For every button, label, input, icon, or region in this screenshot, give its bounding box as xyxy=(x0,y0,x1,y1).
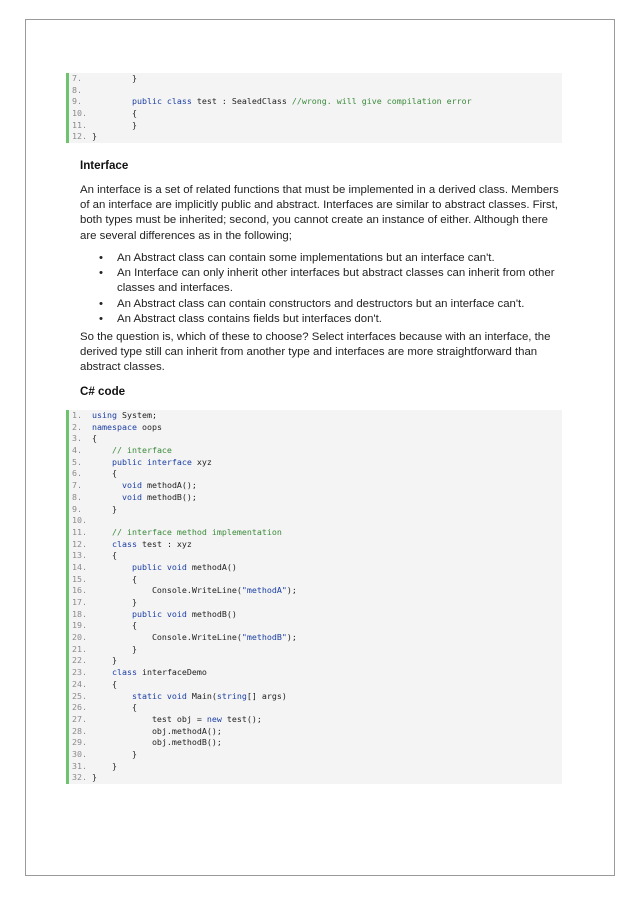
code-line xyxy=(69,726,562,738)
line-number: 17. xyxy=(72,597,87,607)
code-line xyxy=(69,550,562,562)
code-text xyxy=(92,620,137,632)
code-token: { xyxy=(92,550,117,561)
code-token: { xyxy=(92,468,117,479)
code-token: } xyxy=(92,760,117,771)
code-token: { xyxy=(92,702,137,713)
code-line xyxy=(69,714,562,726)
code-text xyxy=(92,445,172,457)
code-token: obj.methodA(); xyxy=(92,725,222,736)
code-comment: // interface method implementation xyxy=(111,526,282,537)
line-number: 12. xyxy=(72,538,87,549)
code-line xyxy=(69,120,562,132)
code-text xyxy=(92,410,157,422)
code-text xyxy=(92,667,207,679)
line-number: 32. xyxy=(72,772,87,783)
code-token: } xyxy=(92,655,117,666)
code-line xyxy=(69,539,562,551)
code-token: methodB() xyxy=(186,608,237,619)
code-line xyxy=(69,492,562,504)
code-text xyxy=(92,504,117,516)
line-number: 18. xyxy=(72,608,87,619)
code-token: methodA() xyxy=(186,561,237,572)
csharp-code-heading: C# code xyxy=(80,385,126,398)
code-keyword: void xyxy=(121,480,142,491)
line-number: 11. xyxy=(72,526,87,537)
code-token: test : SealedClass xyxy=(191,96,292,107)
code-keyword: class xyxy=(111,667,137,678)
line-number: 16. xyxy=(72,585,87,596)
code-line xyxy=(69,574,562,586)
list-item xyxy=(80,266,560,296)
code-line xyxy=(69,667,562,679)
code-token xyxy=(92,492,122,502)
code-token: interfaceDemo xyxy=(136,667,207,678)
line-number: 24. xyxy=(72,678,87,689)
code-token xyxy=(92,480,122,490)
code-token: [] args) xyxy=(246,690,287,701)
line-number: 10. xyxy=(72,108,87,119)
code-token: } xyxy=(92,748,137,759)
line-number: 5. xyxy=(72,456,82,467)
code-token: { xyxy=(92,108,137,119)
code-line xyxy=(69,620,562,632)
code-text xyxy=(92,73,137,85)
line-number: 9. xyxy=(72,503,82,514)
line-number: 14. xyxy=(72,561,87,572)
code-text xyxy=(92,632,297,644)
code-line xyxy=(69,433,562,445)
code-token: ); xyxy=(286,585,297,596)
code-line xyxy=(69,632,562,644)
line-number: 7. xyxy=(72,73,82,83)
code-text xyxy=(92,108,137,120)
list-item xyxy=(80,312,560,327)
code-token: Console.WriteLine( xyxy=(92,585,242,596)
line-number: 23. xyxy=(72,667,87,678)
code-line xyxy=(69,761,562,773)
code-token: oops xyxy=(136,421,162,432)
code-line xyxy=(69,96,562,108)
code-keyword: class xyxy=(111,538,137,549)
line-number: 6. xyxy=(72,468,82,479)
code-line xyxy=(69,702,562,714)
code-line xyxy=(69,691,562,703)
line-number: 7. xyxy=(72,480,82,491)
code-token: xyz xyxy=(191,456,212,467)
code-token: } xyxy=(92,772,97,783)
code-token xyxy=(92,609,132,619)
code-string: "methodB" xyxy=(241,632,287,643)
code-line xyxy=(69,655,562,667)
code-text xyxy=(92,679,117,691)
code-text xyxy=(92,702,137,714)
code-token xyxy=(92,667,112,677)
code-token xyxy=(92,445,112,455)
code-token: } xyxy=(92,119,137,130)
list-item-text: An Abstract class contains fields but interfaces don't. xyxy=(117,312,382,325)
code-line xyxy=(69,597,562,609)
line-number: 29. xyxy=(72,737,87,748)
code-line xyxy=(69,679,562,691)
code-line xyxy=(69,737,562,749)
line-number: 11. xyxy=(72,119,87,130)
code-text xyxy=(92,726,222,738)
bullet-icon: • xyxy=(99,267,103,280)
code-line xyxy=(69,504,562,516)
code-token: test obj = xyxy=(92,713,207,724)
code-text xyxy=(92,539,192,551)
line-number: 30. xyxy=(72,748,87,759)
code-token xyxy=(92,539,112,549)
code-block-interface-example xyxy=(66,410,562,784)
code-text xyxy=(92,644,137,656)
code-text xyxy=(92,457,212,469)
line-number: 4. xyxy=(72,445,82,456)
line-number: 15. xyxy=(72,573,87,584)
line-number: 1. xyxy=(72,410,82,420)
list-item-text: An Abstract class can contain constructors and destructors but an interface can't. xyxy=(117,297,525,310)
line-number: 27. xyxy=(72,713,87,724)
code-token xyxy=(92,527,112,537)
line-number: 26. xyxy=(72,702,87,713)
code-text xyxy=(92,574,137,586)
code-text xyxy=(92,609,237,621)
code-block-sealed-class xyxy=(66,73,562,143)
code-line xyxy=(69,108,562,120)
line-number: 3. xyxy=(72,433,82,444)
code-token: methodB(); xyxy=(141,491,197,502)
code-text xyxy=(92,761,117,773)
code-line xyxy=(69,468,562,480)
line-number: 9. xyxy=(72,96,82,107)
code-text xyxy=(92,468,117,480)
code-line xyxy=(69,131,562,143)
code-token: Main( xyxy=(186,690,217,701)
code-line xyxy=(69,445,562,457)
code-text xyxy=(92,714,262,726)
line-number: 19. xyxy=(72,620,87,631)
code-comment: // interface xyxy=(111,445,172,456)
code-token: obj.methodB(); xyxy=(92,737,222,748)
code-token xyxy=(92,691,132,701)
code-line xyxy=(69,562,562,574)
code-line xyxy=(69,585,562,597)
code-token: } xyxy=(92,503,117,514)
bullet-icon: • xyxy=(99,312,103,325)
list-item xyxy=(80,251,560,266)
code-text xyxy=(92,131,97,143)
code-keyword: namespace xyxy=(92,421,137,432)
code-line xyxy=(69,480,562,492)
interface-paragraph: An interface is a set of related functions that must be implemented in a derived class. Members of an interface are implicitly public and abstract. Interfaces are similar to abstract classes. First, both types must be inherited; second, you cannot create an instance of either. Although there are several differences as in the following; xyxy=(80,184,559,242)
line-number: 25. xyxy=(72,690,87,701)
code-text xyxy=(92,585,297,597)
line-number: 20. xyxy=(72,632,87,643)
list-item xyxy=(80,297,560,312)
code-token: System; xyxy=(116,410,157,420)
line-number: 2. xyxy=(72,421,82,432)
line-number: 21. xyxy=(72,643,87,654)
question-paragraph: So the question is, which of these to choose? Select interfaces because with an interface, the derived type still can inherit from another type and interfaces are more straightforward than abstract classes. xyxy=(80,331,551,374)
code-text xyxy=(92,562,237,574)
code-text xyxy=(92,737,222,749)
code-token: test : xyz xyxy=(136,538,192,549)
code-token: { xyxy=(92,573,137,584)
code-text xyxy=(92,120,137,132)
line-number: 12. xyxy=(72,131,87,142)
code-keyword: public void xyxy=(131,561,187,572)
line-number: 8. xyxy=(72,491,82,502)
code-keyword: using xyxy=(92,410,117,420)
code-text xyxy=(92,433,97,445)
code-keyword: static void xyxy=(131,690,187,701)
code-line xyxy=(69,772,562,784)
line-number: 8. xyxy=(72,84,82,95)
interface-heading: Interface xyxy=(80,159,129,172)
code-text xyxy=(92,527,282,539)
code-token: } xyxy=(92,643,137,654)
code-keyword: public void xyxy=(131,608,187,619)
code-keyword: new xyxy=(206,713,222,724)
code-token: } xyxy=(92,597,137,607)
code-keyword: public class xyxy=(131,96,192,107)
line-number: 31. xyxy=(72,760,87,771)
code-token: { xyxy=(92,433,97,444)
code-token: } xyxy=(92,131,97,142)
code-keyword: string xyxy=(216,690,247,701)
code-token: } xyxy=(92,73,137,83)
code-string: "methodA" xyxy=(241,585,287,596)
code-line xyxy=(69,422,562,434)
code-token xyxy=(92,457,112,467)
code-text xyxy=(92,550,117,562)
list-item-text: An Interface can only inherit other interfaces but abstract classes can inherit from other classes and interfaces. xyxy=(117,267,555,295)
code-token: { xyxy=(92,620,137,631)
code-text xyxy=(92,691,287,703)
code-keyword: public interface xyxy=(111,456,192,467)
code-text xyxy=(92,96,472,108)
code-keyword: void xyxy=(121,491,142,502)
code-token: test(); xyxy=(221,713,262,724)
code-token: { xyxy=(92,678,117,689)
code-line xyxy=(69,749,562,761)
list-item-text: An Abstract class can contain some implementations but an interface can't. xyxy=(117,252,495,264)
line-number: 22. xyxy=(72,655,87,666)
code-token xyxy=(92,562,132,572)
code-line xyxy=(69,410,562,422)
line-number: 28. xyxy=(72,725,87,736)
code-token: methodA(); xyxy=(141,480,197,491)
bullet-icon: • xyxy=(99,252,103,264)
code-line xyxy=(69,515,562,527)
differences-list xyxy=(80,251,560,327)
code-line xyxy=(69,644,562,656)
bullet-icon: • xyxy=(99,297,103,310)
code-text xyxy=(92,749,137,761)
code-comment: //wrong. will give compilation error xyxy=(291,96,472,107)
code-line xyxy=(69,85,562,97)
code-text xyxy=(92,422,162,434)
code-line xyxy=(69,73,562,85)
code-token: Console.WriteLine( xyxy=(92,632,242,643)
code-token xyxy=(92,96,132,106)
code-text xyxy=(92,492,197,504)
line-number: 10. xyxy=(72,515,87,526)
code-line xyxy=(69,457,562,469)
code-line xyxy=(69,527,562,539)
code-text xyxy=(92,597,137,609)
code-text xyxy=(92,480,197,492)
code-text xyxy=(92,772,97,784)
line-number: 13. xyxy=(72,550,87,561)
code-text xyxy=(92,655,117,667)
code-token: ); xyxy=(286,632,297,643)
code-line xyxy=(69,609,562,621)
